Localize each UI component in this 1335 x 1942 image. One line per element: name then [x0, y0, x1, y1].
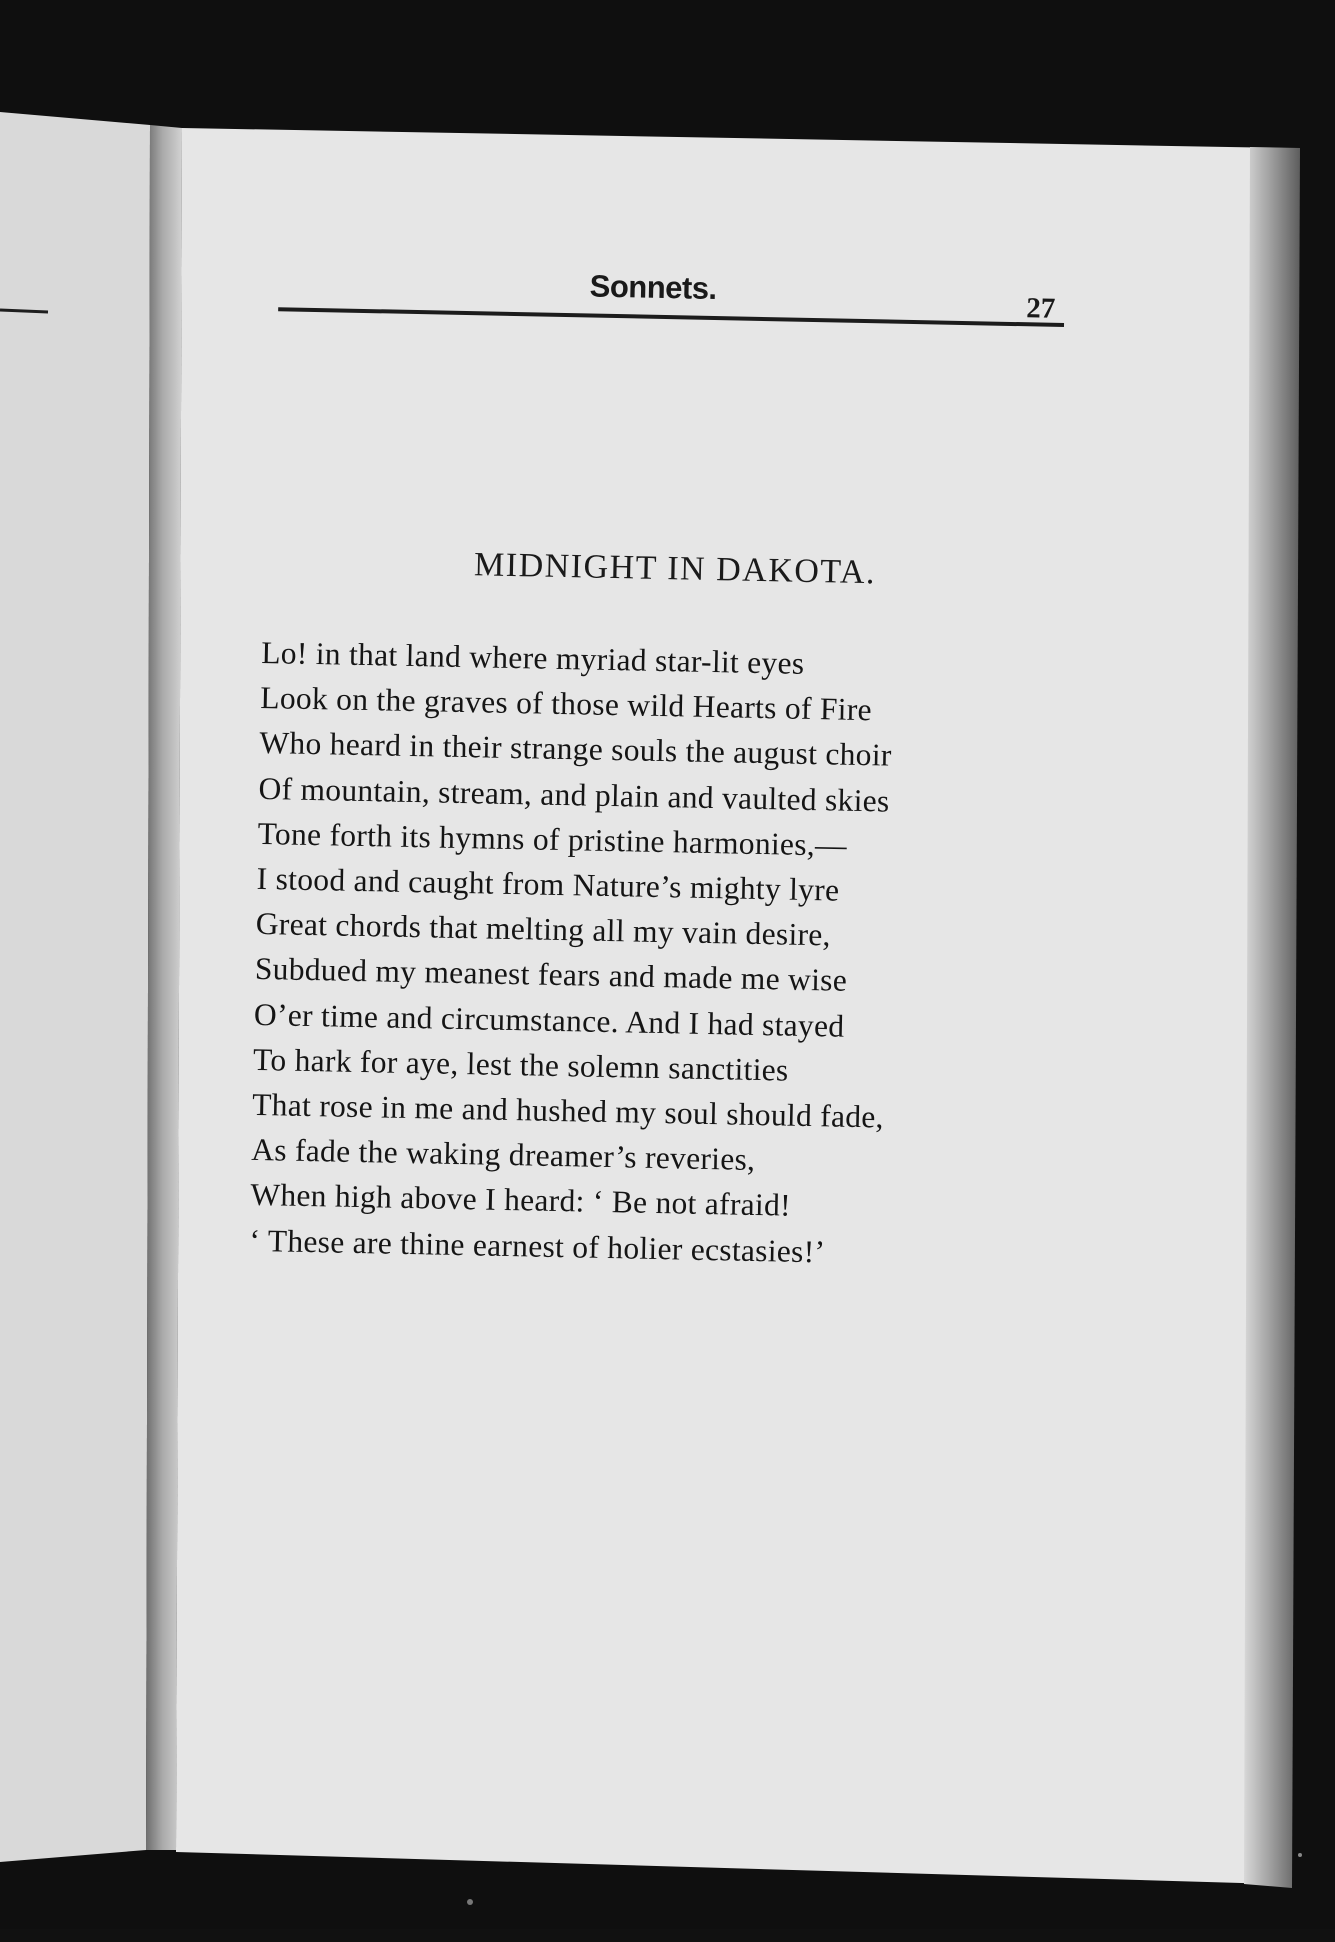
poem-line: Look on the graves of those wild Hearts of Fire — [260, 680, 873, 728]
poem-line: Tone forth its hymns of pristine harmonies,— — [257, 815, 848, 863]
poem-line: To hark for aye, lest the solemn sanctities — [252, 1041, 789, 1088]
poem-line: Who heard in their strange souls the august choir — [259, 725, 892, 774]
poem-line: Subdued my meanest fears and made me wise — [254, 951, 848, 999]
poem-line: O’er time and circumstance. And I had stayed — [253, 996, 845, 1044]
page-number: 27 — [1026, 292, 1056, 325]
poem-line: Lo! in that land where myriad star-lit eyes — [260, 634, 805, 681]
poem-line: Great chords that melting all my vain desire, — [255, 906, 832, 953]
poem-title: MIDNIGHT IN DAKOTA. — [473, 546, 877, 592]
poem-line: Of mountain, stream, and plain and vaulted skies — [258, 770, 890, 819]
poem-body — [249, 630, 1082, 1279]
poem-line: ‘ These are thine earnest of holier ecstasies!’ — [249, 1222, 826, 1270]
poem-line: As fade the waking dreamer’s reveries, — [250, 1132, 756, 1178]
poem-line: When high above I heard: ‘ Be not afraid! — [250, 1177, 792, 1224]
poem-line: That rose in me and hushed my soul should fade, — [251, 1086, 885, 1135]
running-head: Sonnets. — [589, 268, 717, 307]
poem-line: I stood and caught from Nature’s mighty lyre — [256, 860, 840, 908]
